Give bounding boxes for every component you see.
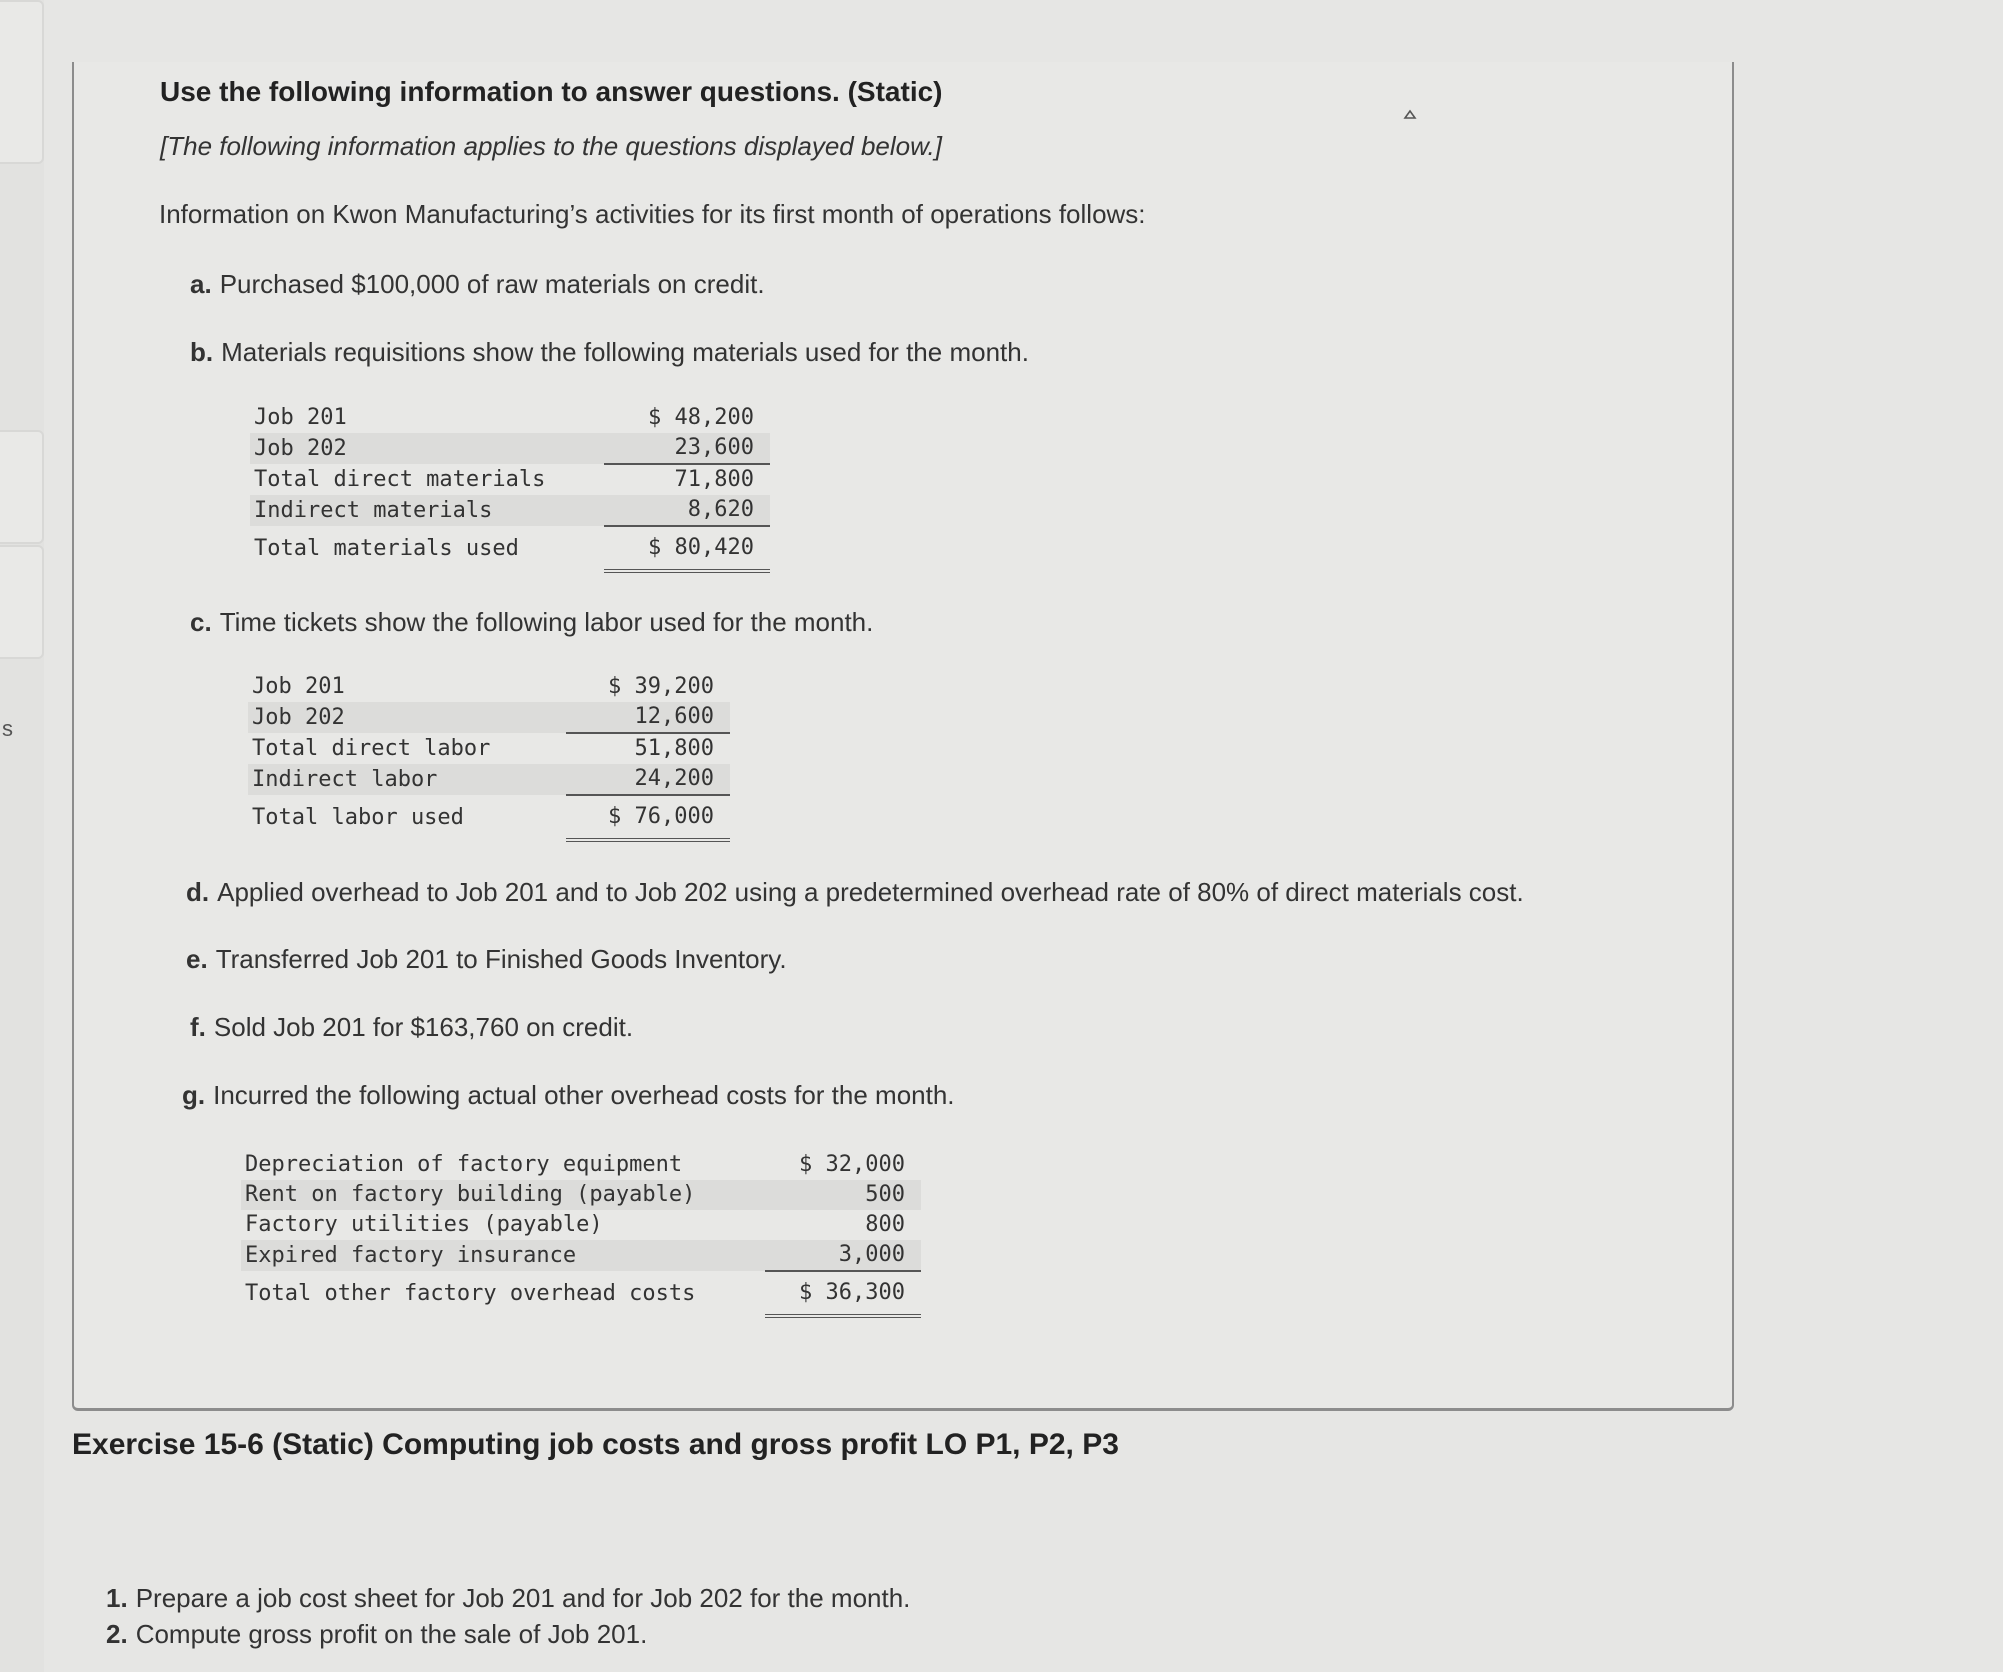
table-row (241, 1210, 921, 1240)
table-row (250, 526, 770, 571)
item-letter: d. (186, 877, 210, 907)
item-letter: c. (190, 607, 212, 637)
table-row (241, 1180, 921, 1210)
item-letter: g. (182, 1080, 206, 1110)
item-text: Incurred the following actual other overhead costs for the month. (213, 1080, 955, 1110)
row-amount: 500 (765, 1180, 921, 1210)
item-letter: e. (186, 944, 208, 974)
row-amount: 24,200 (566, 764, 730, 795)
gutter-tab[interactable] (0, 430, 44, 544)
row-amount: 800 (865, 1212, 905, 1237)
caret-icon[interactable] (1403, 108, 1417, 120)
row-label: Factory utilities (payable) (245, 1212, 603, 1237)
row-amount: 51,800 (634, 736, 714, 761)
table-row (241, 1240, 921, 1271)
row-label: Job 202 (250, 433, 604, 464)
item-c (190, 607, 873, 638)
row-amount: 8,620 (604, 495, 770, 526)
row-amount: $ 76,000 (566, 795, 730, 840)
item-text: Materials requisitions show the following materials used for the month. (221, 337, 1029, 367)
question-number: 1. (106, 1583, 128, 1613)
question-text: Prepare a job cost sheet for Job 201 and for Job 202 for the month. (135, 1583, 911, 1613)
row-label: Indirect materials (250, 495, 604, 526)
row-label: Job 201 (252, 674, 345, 699)
item-e (186, 944, 787, 975)
item-letter: a. (190, 269, 212, 299)
row-label: Total direct materials (254, 466, 546, 492)
row-label: Expired factory insurance (241, 1240, 765, 1271)
item-text: Transferred Job 201 to Finished Goods Inventory. (215, 944, 787, 974)
item-text: Time tickets show the following labor used for the month. (219, 607, 874, 637)
row-label: Indirect labor (248, 764, 566, 795)
item-g (182, 1080, 955, 1111)
item-text: Sold Job 201 for $163,760 on credit. (213, 1012, 634, 1042)
row-amount: $ 39,200 (608, 674, 714, 699)
overhead-table (241, 1150, 921, 1318)
row-label: Depreciation of factory equipment (245, 1152, 683, 1177)
info-heading: Use the following information to answer questions. (Static) (160, 76, 943, 107)
item-text: Applied overhead to Job 201 and to Job 202 using a predetermined overhead rate of 80% of direct materials cost. (217, 877, 1524, 907)
table-row (248, 733, 730, 764)
table-row (241, 1271, 921, 1316)
table-row (250, 464, 770, 495)
row-amount: 12,600 (566, 702, 730, 733)
item-a (190, 269, 765, 300)
row-label: Job 201 (254, 405, 347, 430)
row-label: Rent on factory building (payable) (241, 1180, 765, 1210)
row-label: Total other factory overhead costs (245, 1280, 696, 1306)
question-text: Compute gross profit on the sale of Job 201. (135, 1619, 648, 1649)
question-2 (106, 1619, 647, 1650)
row-label: Total materials used (254, 535, 519, 561)
row-amount: $ 36,300 (765, 1271, 921, 1316)
info-note: [The following information applies to the questions displayed below.] (160, 131, 942, 161)
table-row (248, 795, 730, 840)
row-amount: 71,800 (674, 467, 754, 492)
exercise-title: Exercise 15-6 (Static) Computing job costs and gross profit LO P1, P2, P3 (72, 1428, 1119, 1461)
table-row (248, 702, 730, 733)
table-row (250, 403, 770, 433)
item-d (186, 877, 1524, 908)
row-amount: $ 32,000 (799, 1152, 905, 1177)
left-gutter (0, 0, 44, 1672)
row-label: Job 202 (248, 702, 566, 733)
item-letter: b. (190, 337, 214, 367)
table-row (241, 1150, 921, 1180)
item-letter: f. (190, 1012, 206, 1042)
table-row (248, 672, 730, 702)
materials-table (250, 403, 770, 573)
question-1 (106, 1583, 910, 1614)
table-row (248, 764, 730, 795)
row-label: Total direct labor (252, 735, 491, 761)
gutter-tab[interactable] (0, 0, 44, 164)
gutter-tab[interactable] (0, 545, 44, 659)
table-row (250, 495, 770, 526)
row-label: Total labor used (252, 804, 464, 830)
row-amount: $ 48,200 (648, 405, 754, 430)
intro-text: Information on Kwon Manufacturing’s activities for its first month of operations follows: (159, 199, 1146, 229)
gutter-letter: s (2, 716, 13, 741)
labor-table (248, 672, 730, 842)
item-text: Purchased $100,000 of raw materials on credit. (219, 269, 765, 299)
row-amount: 3,000 (765, 1240, 921, 1271)
row-amount: 23,600 (604, 433, 770, 464)
question-number: 2. (106, 1619, 128, 1649)
item-f (190, 1012, 633, 1043)
item-b (190, 337, 1029, 368)
row-amount: $ 80,420 (604, 526, 770, 571)
table-row (250, 433, 770, 464)
